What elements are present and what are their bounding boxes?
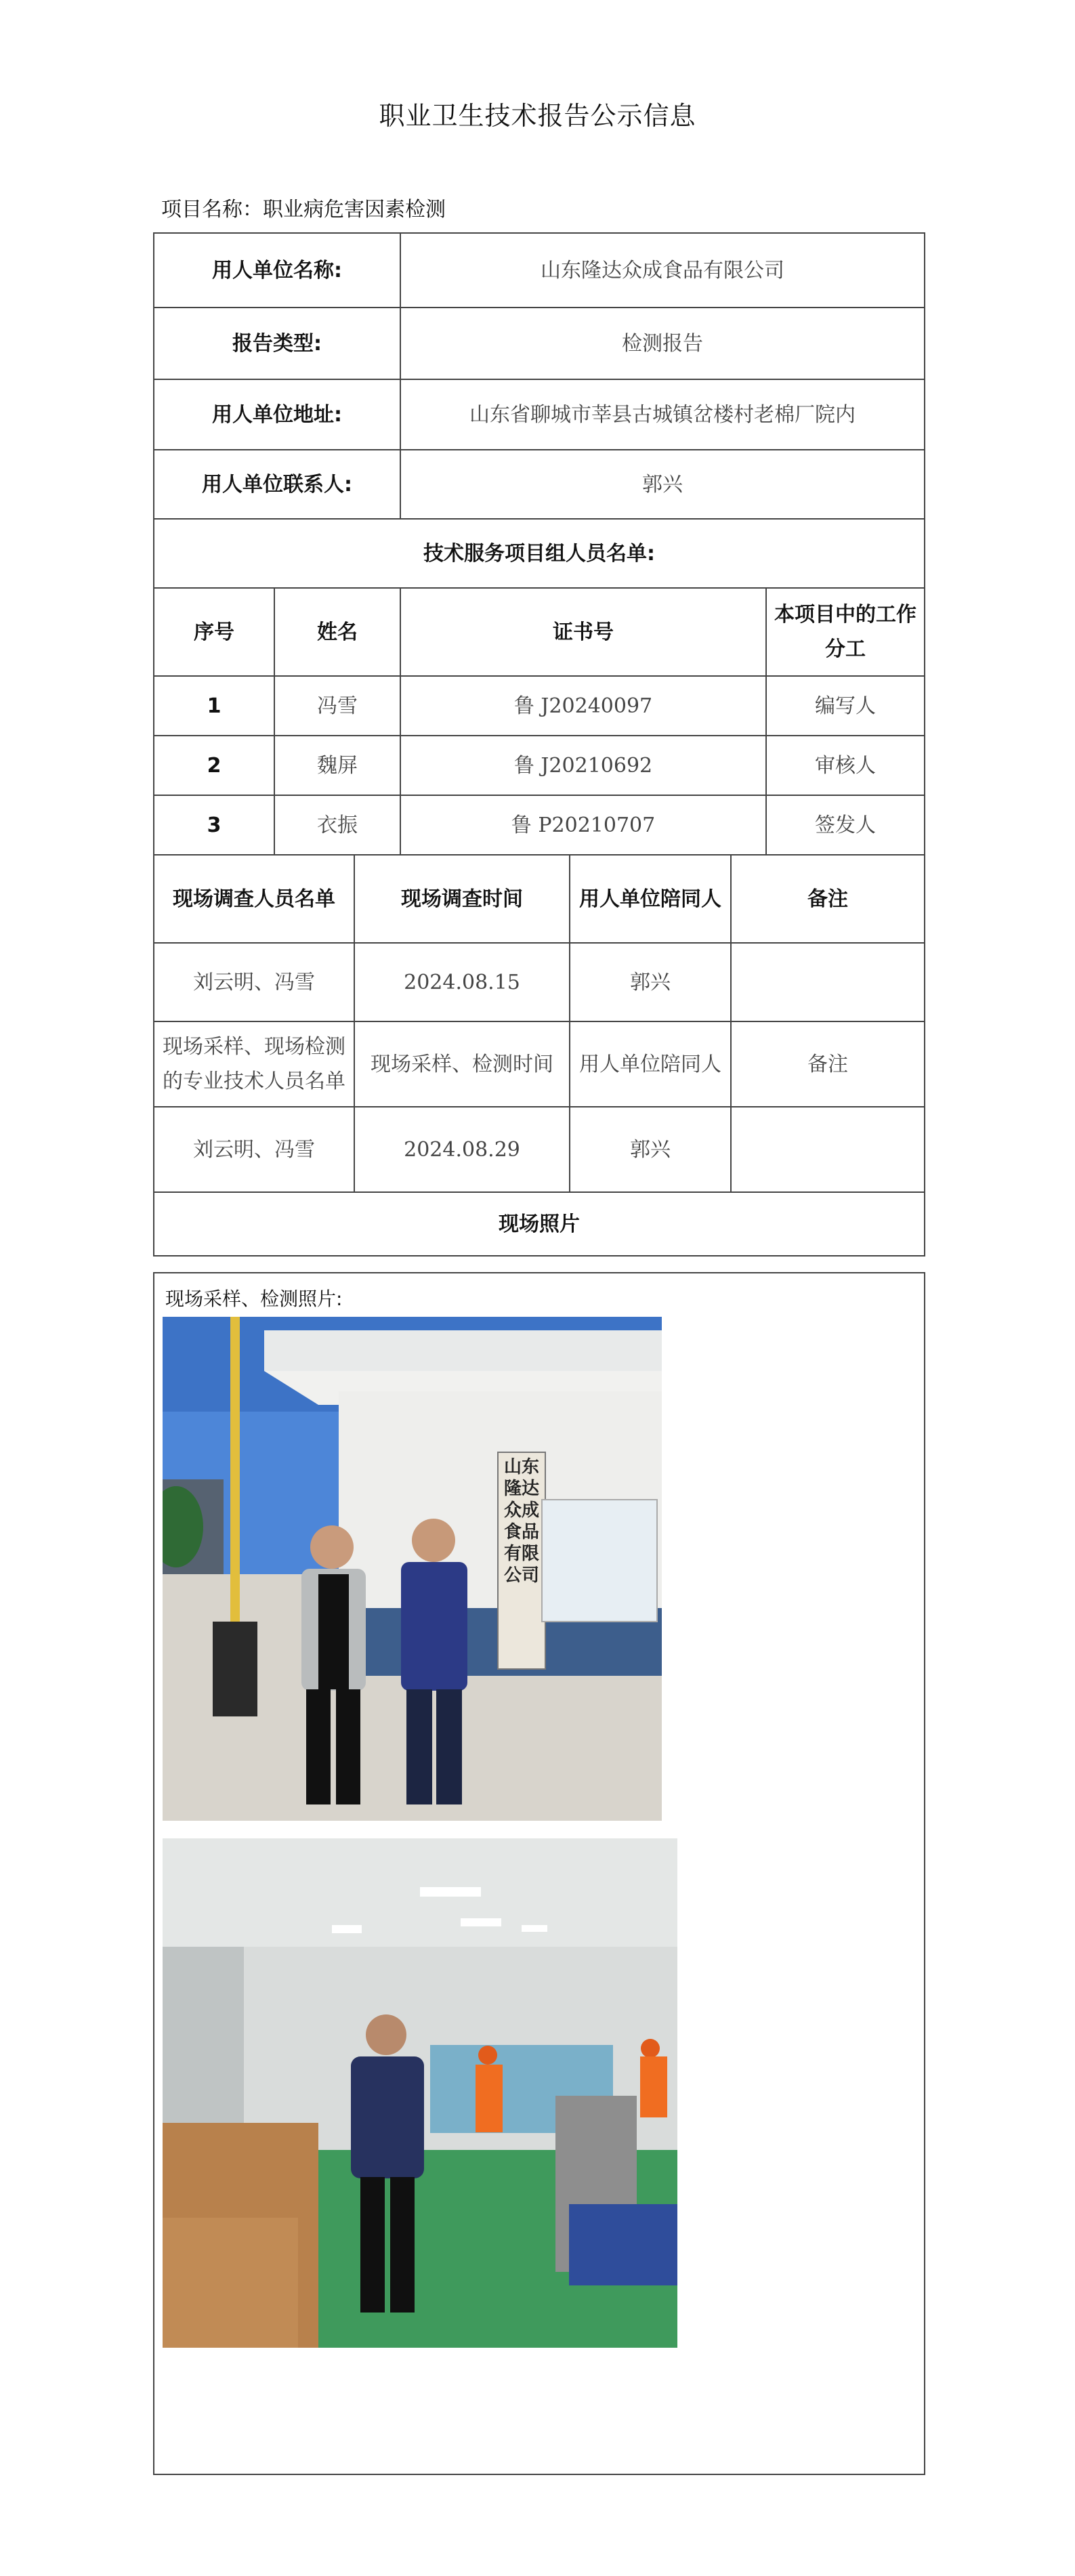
employer-name-value: 山东隆达众成食品有限公司 <box>400 233 925 308</box>
survey-note <box>731 943 925 1021</box>
gate-sign-text: 山东隆达众成食品有限公司 <box>503 1457 539 1586</box>
sampling-staff-header: 现场采样、现场检测的专业技术人员名单 <box>154 1021 354 1107</box>
team-row <box>154 795 925 855</box>
col-name: 姓名 <box>274 588 400 676</box>
survey-staff: 刘云明、冯雪 <box>154 943 354 1021</box>
team-name: 衣振 <box>274 795 400 855</box>
team-row <box>154 676 925 736</box>
team-row <box>154 736 925 795</box>
sampling-companion-header: 用人单位陪同人 <box>570 1021 731 1107</box>
team-role: 审核人 <box>766 736 925 795</box>
team-header: 技术服务项目组人员名单: <box>154 519 925 588</box>
team-cert: 鲁 P20210707 <box>400 795 766 855</box>
address-label: 用人单位地址: <box>154 379 400 450</box>
employer-name-label: 用人单位名称: <box>154 233 400 308</box>
col-role: 本项目中的工作分工 <box>766 588 925 676</box>
team-no: 3 <box>154 795 274 855</box>
team-role: 编写人 <box>766 676 925 736</box>
survey-date-header: 现场调查时间 <box>354 855 570 943</box>
team-role: 签发人 <box>766 795 925 855</box>
survey-companion-header: 用人单位陪同人 <box>570 855 731 943</box>
survey-staff-header: 现场调查人员名单 <box>154 855 354 943</box>
team-no: 1 <box>154 676 274 736</box>
photos-header: 现场照片 <box>154 1192 925 1256</box>
contact-label: 用人单位联系人: <box>154 450 400 519</box>
team-no: 2 <box>154 736 274 795</box>
report-type-label: 报告类型: <box>154 308 400 379</box>
col-no: 序号 <box>154 588 274 676</box>
address-value: 山东省聊城市莘县古城镇岔楼村老棉厂院内 <box>400 379 925 450</box>
contact-value: 郭兴 <box>400 450 925 519</box>
report-info-table <box>153 232 925 1257</box>
workshop-photo <box>163 1838 677 2348</box>
sampling-companion: 郭兴 <box>570 1107 731 1192</box>
sampling-note <box>731 1107 925 1192</box>
site-gate-photo <box>163 1317 662 1821</box>
sampling-staff: 刘云明、冯雪 <box>154 1107 354 1192</box>
survey-companion: 郭兴 <box>570 943 731 1021</box>
page-title: 职业卫生技术报告公示信息 <box>379 101 696 131</box>
photo-caption: 现场采样、检测照片: <box>165 1288 343 1310</box>
sampling-date-header: 现场采样、检测时间 <box>354 1021 570 1107</box>
col-cert: 证书号 <box>400 588 766 676</box>
team-name: 冯雪 <box>274 676 400 736</box>
photo-section <box>153 1272 925 2475</box>
team-cert: 鲁 J20240097 <box>400 676 766 736</box>
project-name: 项目名称：职业病危害因素检测 <box>161 198 446 221</box>
team-cert: 鲁 J20210692 <box>400 736 766 795</box>
survey-note-header: 备注 <box>731 855 925 943</box>
sampling-note-header: 备注 <box>731 1021 925 1107</box>
survey-date: 2024.08.15 <box>354 943 570 1021</box>
sampling-date: 2024.08.29 <box>354 1107 570 1192</box>
report-type-value: 检测报告 <box>400 308 925 379</box>
team-name: 魏屏 <box>274 736 400 795</box>
